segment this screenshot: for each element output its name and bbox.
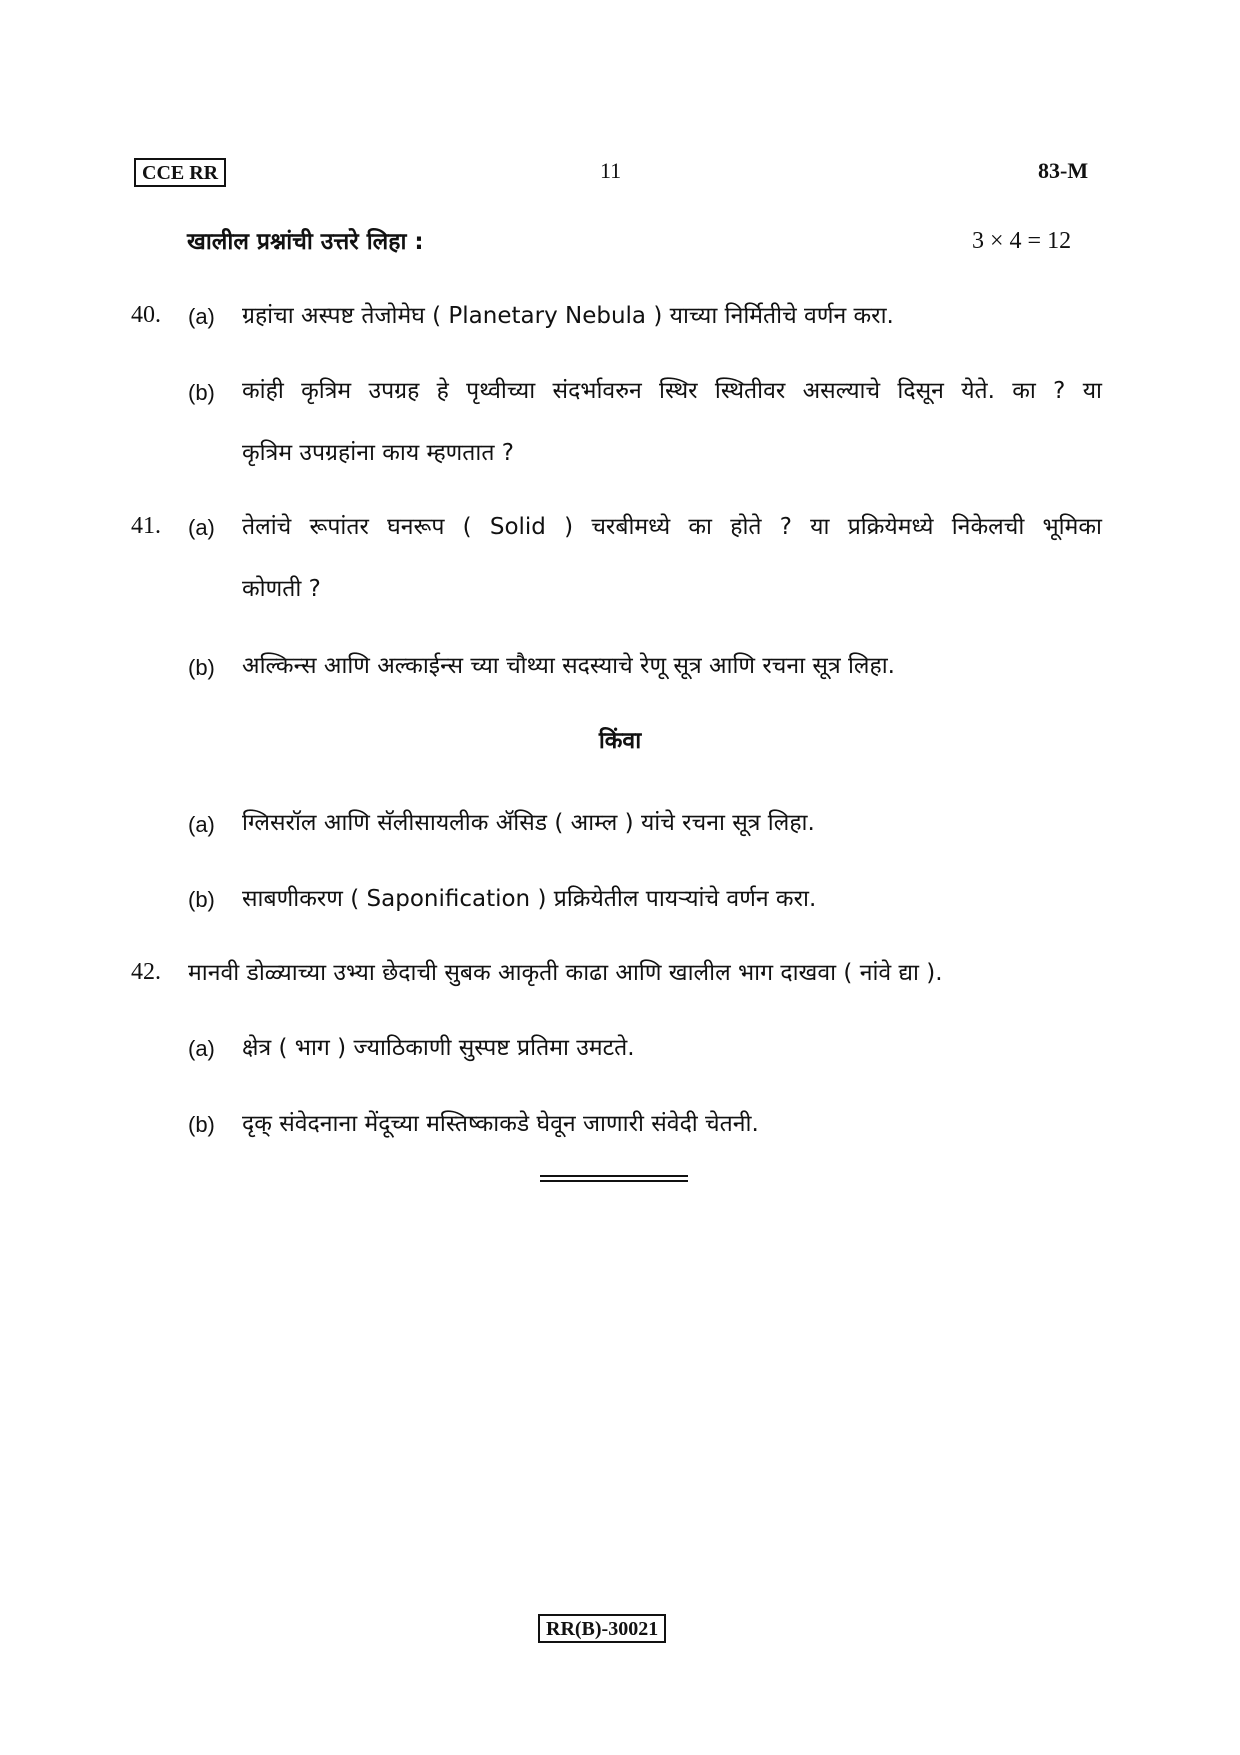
q40-b-text-line1: कांही कृत्रिम उपग्रह हे पृथ्वीच्या संदर्भावरुन स्थिर स्थितीवर असल्याचे दिसून येते. का ? या	[242, 378, 1102, 404]
question-number-40: 40.	[131, 302, 161, 328]
page-number: 11	[600, 158, 622, 183]
q42-b-text: दृक् संवेदनाना मेंदूच्या मस्तिष्काकडे घेवून जाणारी संवेदी चेतनी.	[242, 1111, 759, 1137]
q42-text: मानवी डोळ्याच्या उभ्या छेदाची सुबक आकृती काढा आणि खालील भाग दाखवा ( नांवे द्या ).	[188, 960, 943, 986]
q41-a-label: (a)	[188, 515, 215, 540]
q41-alt-a-label: (a)	[188, 812, 215, 837]
q41-a-text-line2: कोणती ?	[242, 576, 321, 602]
q41-b-text: अल्किन्स आणि अल्काईन्स च्या चौथ्या सदस्याचे रेणू सूत्र आणि रचना सूत्र लिहा.	[242, 653, 895, 679]
q42-b-label: (b)	[188, 1112, 215, 1137]
section-instruction: खालील प्रश्नांची उत्तरे लिहा :	[187, 229, 424, 255]
q41-alt-b-text: साबणीकरण ( Saponification ) प्रक्रियेतील पायऱ्यांचे वर्णन करा.	[242, 886, 817, 912]
question-number-41: 41.	[131, 513, 161, 539]
q40-a-text: ग्रहांचा अस्पष्ट तेजोमेघ ( Planetary Nebula ) याच्या निर्मितीचे वर्णन करा.	[242, 303, 894, 329]
or-separator: किंवा	[598, 728, 642, 754]
q40-a-label: (a)	[188, 304, 215, 329]
footer-code-box: RR(B)-30021	[538, 1614, 666, 1643]
q41-a-text-line1: तेलांचे रूपांतर घनरूप ( Solid ) चरबीमध्ये का होते ? या प्रक्रियेमध्ये निकेलची भूमिका	[242, 514, 1102, 540]
q40-b-text-line2: कृत्रिम उपग्रहांना काय म्हणतात ?	[242, 440, 514, 466]
end-rule	[540, 1175, 688, 1182]
q42-a-label: (a)	[188, 1036, 215, 1061]
section-marks: 3 × 4 = 12	[972, 228, 1072, 254]
q41-alt-a-text: ग्लिसरॉल आणि सॅलीसायलीक ॲसिड ( आम्ल ) यांचे रचना सूत्र लिहा.	[242, 810, 815, 836]
q41-b-label: (b)	[188, 655, 215, 680]
header-code-box: CCE RR	[134, 158, 226, 187]
q41-alt-b-label: (b)	[188, 887, 215, 912]
question-number-42: 42.	[131, 959, 161, 985]
paper-code: 83-M	[1038, 158, 1089, 183]
q42-a-text: क्षेत्र ( भाग ) ज्याठिकाणी सुस्पष्ट प्रतिमा उमटते.	[242, 1035, 635, 1061]
q40-b-label: (b)	[188, 380, 215, 405]
